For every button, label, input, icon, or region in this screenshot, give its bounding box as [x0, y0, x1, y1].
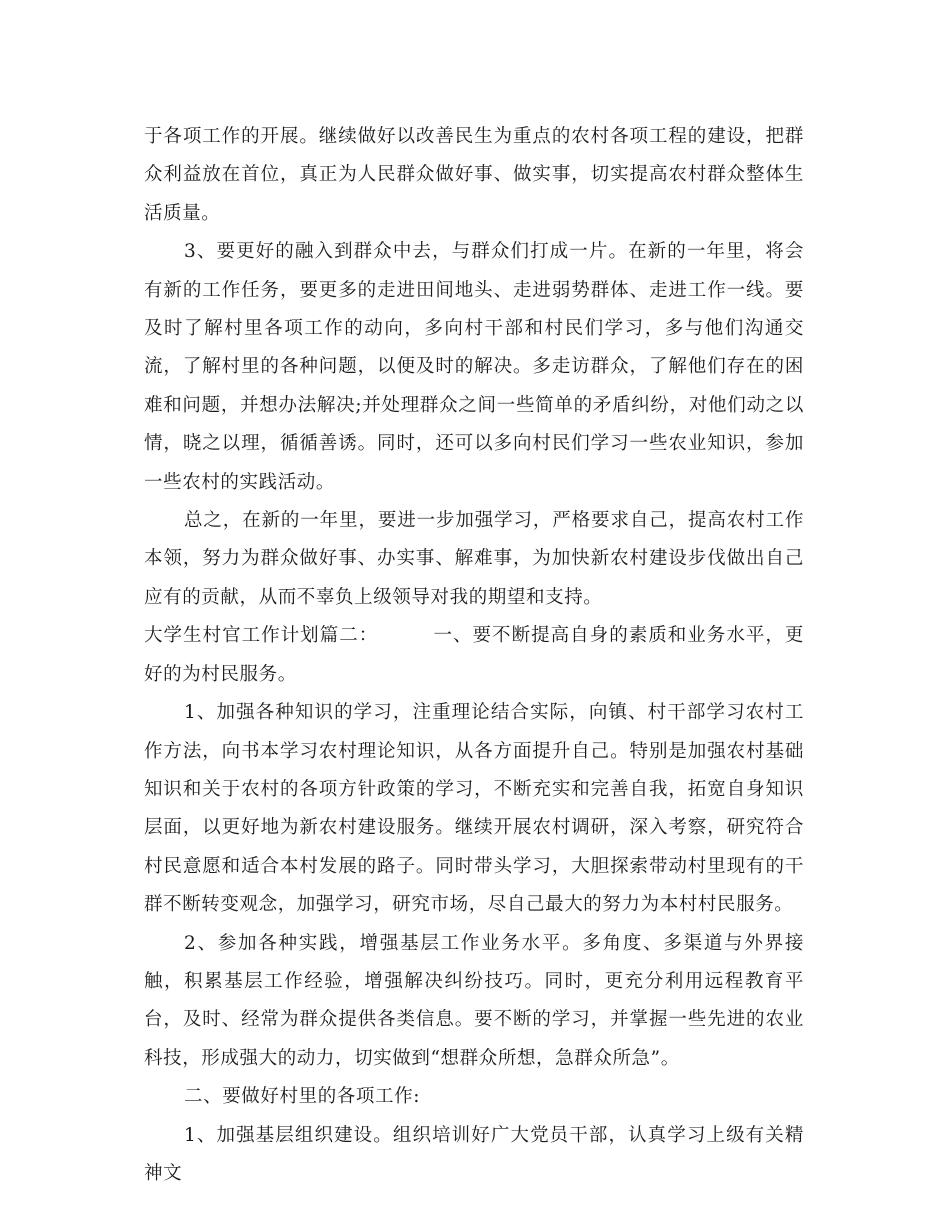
- section-heading-part-two: 大学生村官工作计划篇二： 一、要不断提高自身的素质和业务水平，更好的为村民服务。: [144, 625, 804, 685]
- section-heading-village-work: 二、要做好村里的各项工作:: [184, 1086, 421, 1108]
- paragraph-item-3: 3、要更好的融入到群众中去，与群众们打成一片。在新的一年里，将会有新的工作任务，要更多的走进田间地头、走进弱势群体、走进工作一线。要及时了解村里各项工作的动向，多向村干部和村民们学习，多与他们沟通交流，了解村里的各种问题，以便及时的解决。多走访群众，了解他们存在的困难和问题，并想办法解决;并处理群众之间一些简单的矛盾纠纷，对他们动之以情，晓之以理，循循善诱。同时，还可以多向村民们学习一些农业知识，参加一些农村的实践活动。: [144, 241, 804, 493]
- paragraph-item-1: 1、加强各种知识的学习，注重理论结合实际，向镇、村干部学习农村工作方法，向书本学习农村理论知识，从各方面提升自己。特别是加强农村基础知识和关于农村的各项方针政策的学习，不断充实和完善自我，拓宽自身知识层面，以更好地为新农村建设服务。继续开展农村调研，深入考察，研究符合村民意愿和适合本村发展的路子。同时带头学习，大胆探索带动村里现有的干群不断转变观念，加强学习，研究市场，尽自己最大的努力为本村村民服务。: [144, 702, 804, 916]
- document-body: [144, 118, 804, 1193]
- paragraph-summary: 总之，在新的一年里，要进一步加强学习，严格要求自己，提高农村工作本领，努力为群众做好事、办实事、解难事，为加快新农村建设步伐做出自己应有的贡献，从而不辜负上级领导对我的期望和支持。: [144, 510, 804, 608]
- paragraph-item-1-organization: 1、加强基层组织建设。组织培训好广大党员干部，认真学习上级有关精神文: [144, 1124, 804, 1184]
- paragraph-item-2: 2、参加各种实践，增强基层工作业务水平。多角度、多渠道与外界接触，积累基层工作经验，增强解决纠纷技巧。同时，更充分利用远程教育平台，及时、经常为群众提供各类信息。要不断的学习，并掌握一些先进的农业科技，形成强大的动力，切实做到“想群众所想，急群众所急”。: [144, 932, 804, 1069]
- paragraph-continuation: 于各项工作的开展。继续做好以改善民生为重点的农村各项工程的建设，把群众利益放在首位，真正为人民群众做好事、做实事，切实提高农村群众整体生活质量。: [144, 126, 804, 224]
